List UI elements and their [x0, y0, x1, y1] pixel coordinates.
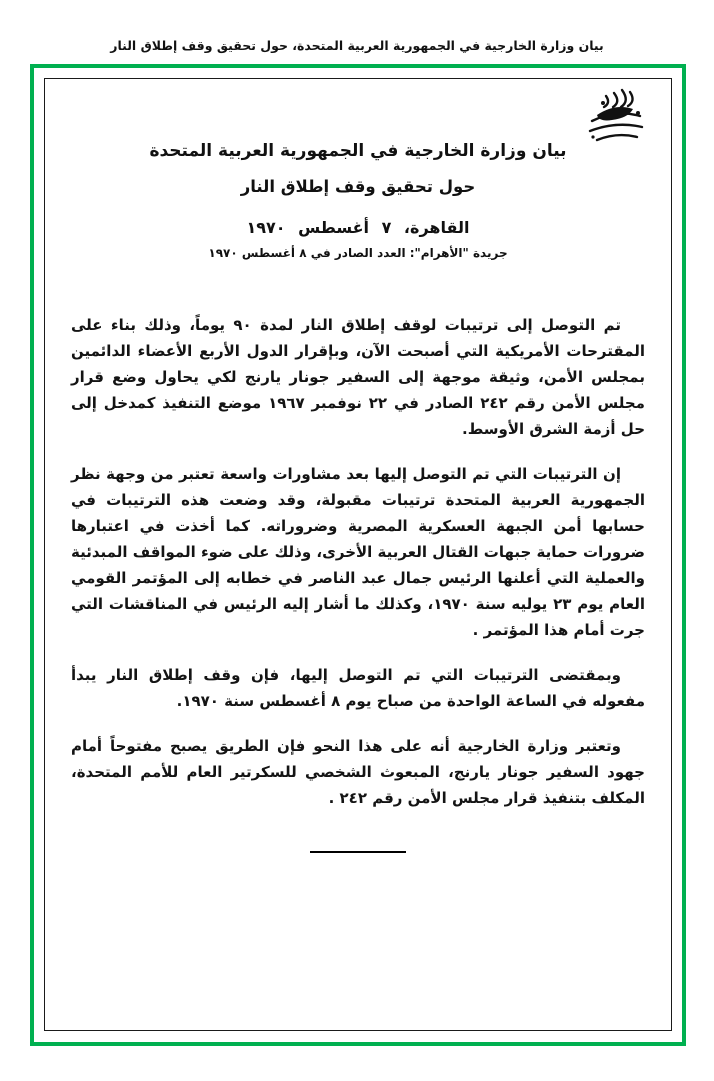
paragraph-1: تم التوصل إلى ترتيبات لوقف إطلاق النار لمدة ٩٠ يوماً، وذلك بناء على المقترحات الأمريكية التي أصبحت الآن، وبإقرار الدول الأربع الأعضاء الدائمين بمجلس الأمن، وثيقة موجهة إلى السفير جونار يارنج لكي يحاول وضع قرار مجلس الأمن رقم ٢٤٢ الصادر في ٢٢ نوفمبر ١٩٦٧ موضع التنفيذ كمدخل إلى حل أزمة الشرق الأوسط. [71, 316, 645, 438]
paragraph-2: إن الترتيبات التي تم التوصل إليها بعد مشاورات واسعة تعتبر من وجهة نظر الجمهورية العربية المتحدة ترتيبات مقبولة، وقد وضعت هذه الترتيبات في حسابها أمن الجبهة العسكرية المصرية وضروراته. كما أخذت في اعتبارها ضرورات حماية جبهات القتال العربية الأخرى، وذلك على ضوء المواقف المبدئية والعملية التي أعلنها الرئيس جمال عبد الناصر في خطابه إلى المؤتمر القومي العام يوم ٢٣ يوليه سنة ١٩٧٠، وكذلك ما أشار إليه الرئيس في المناقشات التي جرت أمام هذا المؤتمر . [71, 465, 646, 639]
source-line: جريدة "الأهرام": العدد الصادر في ٨ أغسطس ١٩٧٠ [208, 246, 508, 260]
header-line: بيان وزارة الخارجية في الجمهورية العربية المتحدة، حول تحقيق وقف إطلاق النار [110, 38, 604, 53]
paragraph-3: وبمقتضى الترتيبات التي تم التوصل إليها، فإن وقف إطلاق النار يبدأ مفعوله في الساعة الواحدة من صباح يوم ٨ أغسطس سنة ١٩٧٠. [71, 666, 645, 710]
dateline: القاهرة، ٧ أغسطس ١٩٧٠ [246, 218, 470, 237]
document-title: بيان وزارة الخارجية في الجمهورية العربية المتحدة [149, 141, 567, 161]
document-body [71, 312, 645, 811]
document-box [44, 78, 672, 1031]
calligraphy-stamp-icon [583, 87, 649, 147]
green-frame [30, 64, 686, 1046]
paragraph-4: وتعتبر وزارة الخارجية أنه على هذا النحو فإن الطريق يصبح مفتوحاً أمام جهود السفير جونار يارنج، المبعوث الشخصي للسكرتير العام للأمم المتحدة، المكلف بتنفيذ قرار مجلس الأمن رقم ٢٤٢ . [71, 737, 645, 807]
end-rule [310, 851, 406, 853]
document-subtitle: حول تحقيق وقف إطلاق النار [240, 177, 476, 196]
